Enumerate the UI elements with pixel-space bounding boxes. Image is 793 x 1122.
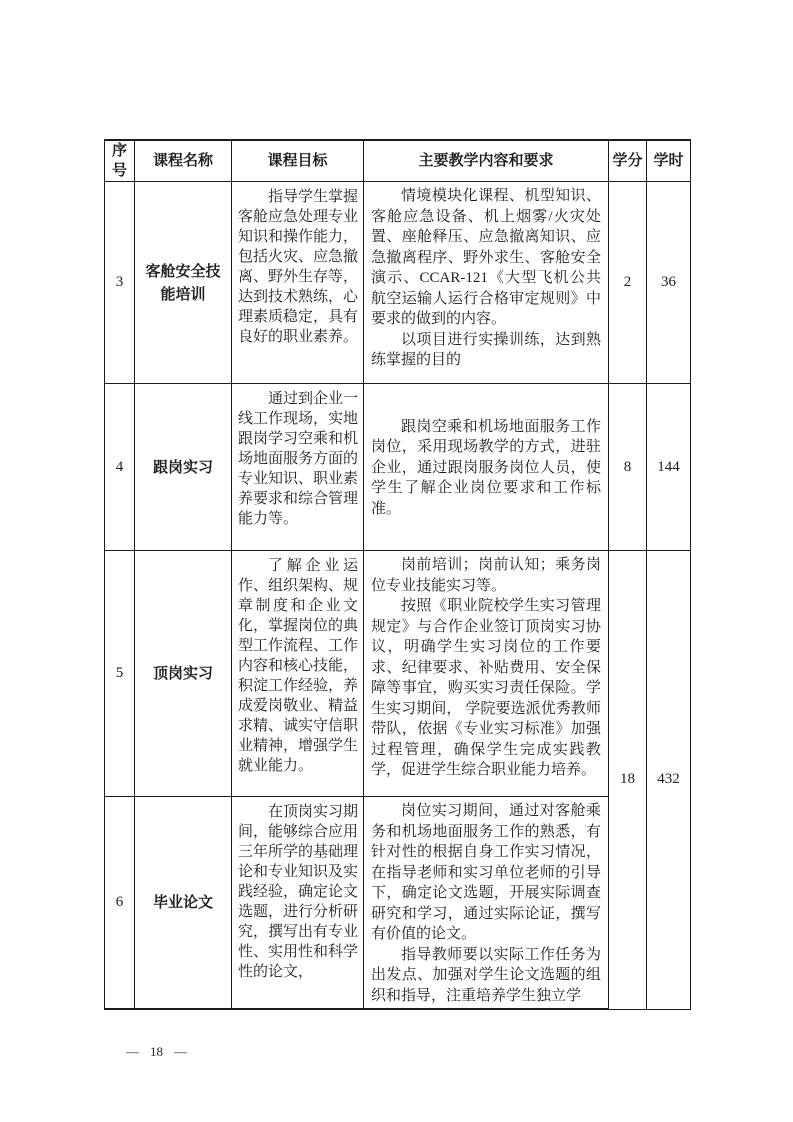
content-paragraph: 按照《职业院校学生实习管理规定》与合作企业签订顶岗实习协议，明确学生实习岗位的工作要求、纪律要求、补贴费用、安全保障等事宜，购买实习责任保险。学生实习期间， 学院要选派优秀教师带队，依据《专业实习标准》加强过程管理，确保学生完成实践教学，促进学生综合职业能力培养。 — [371, 598, 601, 778]
content-paragraph: 指导教师要以实际工作任务为出发点、加强对学生论文选题的组织和指导，注重培养学生独立学 — [371, 946, 601, 1004]
table-header-row — [105, 140, 691, 182]
content-paragraph: 岗前培训；岗前认知；乘务岗位专业技能实习等。 — [371, 557, 601, 594]
objective-paragraph: 通过到企业一线工作现场，实地跟岗学习空乘和机场地面服务方面的专业知识、职业素养要求和综合管理能力等。 — [238, 391, 359, 527]
course-name-cell: 客舱安全技能培训 — [135, 182, 232, 384]
content-paragraph: 情境模块化课程、机型知识、客舱应急设备、机上烟雾/火灾处置、座舱释压、应急撤离知识、应急撤离程序、野外求生、客舱安全演示、CCAR-121《大型飞机公共航空运输人运行合格审定规则》中要求的做到的内容。 — [371, 188, 601, 327]
course-name-cell: 跟岗实习 — [135, 384, 232, 551]
content-cell — [364, 551, 609, 797]
curriculum-table — [104, 139, 691, 1010]
objective-paragraph: 了解企业运作、组织架构、规章制度和企业文化，掌握岗位的典型工作流程、工作内容和核心技能，积淀工作经验，养成爱岗敬业、精益求精、诚实守信职业精神，增强学生就业能力。 — [238, 558, 359, 774]
objective-cell — [232, 182, 364, 384]
col-header-hours: 学时 — [647, 140, 691, 182]
page-number-footer — [126, 1044, 187, 1060]
hours-cell-merged: 432 — [647, 551, 691, 1010]
credits-cell: 2 — [609, 182, 647, 384]
table-row — [105, 797, 691, 1010]
credits-cell-merged: 18 — [609, 551, 647, 1010]
objective-cell — [232, 797, 364, 1010]
col-header-credits: 学分 — [609, 140, 647, 182]
col-header-course-name: 课程名称 — [135, 140, 232, 182]
objective-paragraph: 在顶岗实习期间，能够综合应用三年所学的基础理论和专业知识及实践经验，确定论文选题，进行分析研究，撰写出有专业性、实用性和科学性的论文， — [238, 804, 359, 980]
objective-cell — [232, 551, 364, 797]
col-header-content: 主要教学内容和要求 — [364, 140, 609, 182]
course-name-cell: 顶岗实习 — [135, 551, 232, 797]
table-row — [105, 551, 691, 797]
course-name-cell: 毕业论文 — [135, 797, 232, 1010]
content-paragraph: 岗位实习期间，通过对客舱乘务和机场地面服务工作的熟悉，有针对性的根据自身工作实习情况，在指导老师和实习单位老师的引导下，确定论文选题，开展实际调查研究和学习，通过实际论证，撰写有价值的论文。 — [371, 803, 601, 942]
content-paragraph: 跟岗空乘和机场地面服务工作岗位，采用现场教学的方式，进驻企业，通过跟岗服务岗位人员，使学生了解企业岗位要求和工作标准。 — [371, 418, 601, 517]
row-seq-cell: 3 — [105, 182, 135, 384]
page-number: 18 — [150, 1044, 163, 1059]
credits-cell: 8 — [609, 384, 647, 551]
footer-right-dash: — — [174, 1044, 187, 1059]
col-header-objective: 课程目标 — [232, 140, 364, 182]
objective-paragraph: 指导学生掌握客舱应急处理专业知识和操作能力，包括火灾、应急撤离、野外生存等，达到技术熟练，心理素质稳定，具有良好的职业素养。 — [238, 189, 359, 345]
row-seq-cell: 5 — [105, 551, 135, 797]
footer-left-dash: — — [126, 1044, 139, 1059]
col-header-seq: 序号 — [105, 140, 135, 182]
hours-cell: 36 — [647, 182, 691, 384]
content-cell — [364, 797, 609, 1010]
hours-cell: 144 — [647, 384, 691, 551]
row-seq-cell: 4 — [105, 384, 135, 551]
table-row — [105, 182, 691, 384]
content-paragraph: 以项目进行实操训练，达到熟练掌握的目的 — [371, 331, 601, 368]
content-cell — [364, 182, 609, 384]
objective-cell — [232, 384, 364, 551]
row-seq-cell: 6 — [105, 797, 135, 1010]
table-row — [105, 384, 691, 551]
content-cell — [364, 384, 609, 551]
